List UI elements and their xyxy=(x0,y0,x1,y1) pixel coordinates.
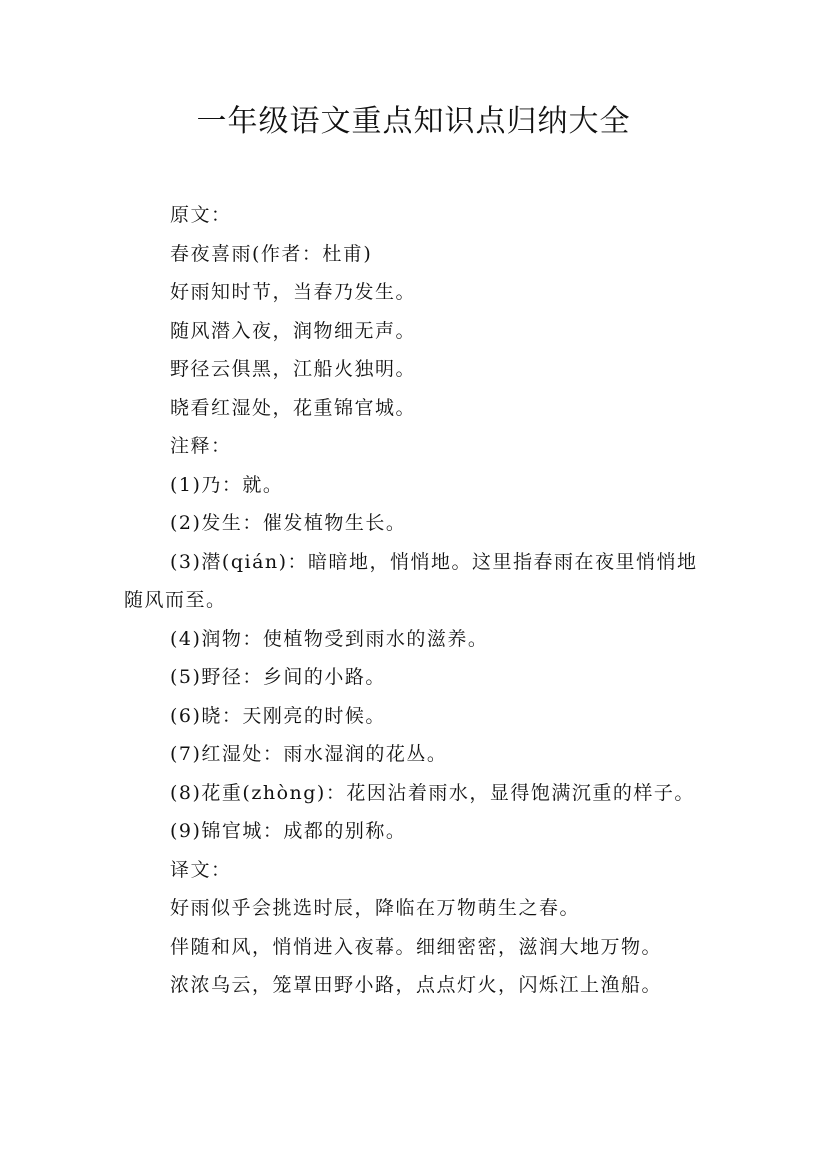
note-item: (1)乃：就。 xyxy=(170,473,284,496)
note-item: (9)锦官城：成都的别称。 xyxy=(170,820,407,842)
poem-line: 晓看红湿处，花重锦官城。 xyxy=(170,396,417,419)
translation-line: 伴随和风，悄悄进入夜幕。细细密密，滋润大地万物。 xyxy=(170,935,663,958)
note-item: (4)润物：使植物受到雨水的滋养。 xyxy=(170,627,489,650)
poem-line: 随风潜入夜，润物细无声。 xyxy=(170,319,417,342)
note-item: (6)晓：天刚亮的时候。 xyxy=(170,704,386,727)
document-title: 一年级语文重点知识点归纳大全 xyxy=(196,104,631,139)
note-item: (7)红湿处：雨水湿润的花丛。 xyxy=(170,743,448,765)
translation-line: 好雨似乎会挑选时辰，降临在万物萌生之春。 xyxy=(170,897,581,919)
document-body xyxy=(124,196,718,1005)
note-item: (3)潜(qián)：暗暗地，悄悄地。这里指春雨在夜里悄悄地随风而至。 xyxy=(124,550,698,611)
poem-line: 好雨知时节，当春乃发生。 xyxy=(170,281,417,303)
section-heading-notes: 注释： xyxy=(170,435,232,457)
note-item: (8)花重(zhòng)：花因沾着雨水，显得饱满沉重的样子。 xyxy=(170,781,695,804)
section-heading-translation: 译文： xyxy=(170,858,232,881)
note-item: (2)发生：催发植物生长。 xyxy=(170,512,407,534)
section-heading-original: 原文： xyxy=(170,204,232,226)
poem-title: 春夜喜雨(作者：杜甫) xyxy=(170,242,373,265)
translation-line: 浓浓乌云，笼罩田野小路，点点灯火，闪烁江上渔船。 xyxy=(170,974,663,996)
note-item: (5)野径：乡间的小路。 xyxy=(170,666,386,688)
poem-line: 野径云俱黑，江船火独明。 xyxy=(170,358,417,380)
